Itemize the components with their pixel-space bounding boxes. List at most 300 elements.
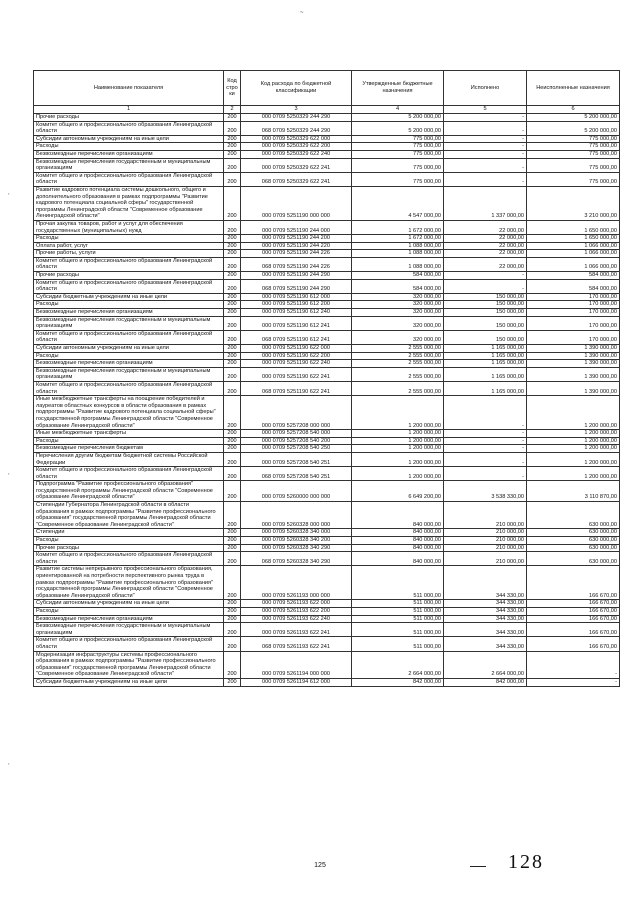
row-approved: 511 000,00 bbox=[352, 566, 444, 600]
row-approved: 320 000,00 bbox=[352, 330, 444, 344]
row-budget-code: 000 0709 5261194 000 000 bbox=[241, 651, 352, 678]
row-line-code: 200 bbox=[224, 678, 241, 686]
row-approved: 1 200 000,00 bbox=[352, 430, 444, 438]
header-indicator-name: Наименование показателя bbox=[34, 71, 224, 106]
row-budget-code: 000 0709 5251190 244 000 bbox=[241, 220, 352, 234]
row-line-code: 200 bbox=[224, 135, 241, 143]
row-indicator-name: Прочие расходы bbox=[34, 544, 224, 552]
row-unexecuted: 5 200 000,00 bbox=[527, 121, 620, 135]
row-unexecuted: 1 200 000,00 bbox=[527, 467, 620, 481]
row-line-code: 200 bbox=[224, 121, 241, 135]
row-approved: 842 000,00 bbox=[352, 678, 444, 686]
row-indicator-name: Субсидии бюджетным учреждениям на иные цели bbox=[34, 293, 224, 301]
row-line-code: 200 bbox=[224, 615, 241, 623]
row-budget-code: 068 0709 5250329 244 290 bbox=[241, 121, 352, 135]
column-index: 6 bbox=[527, 106, 620, 114]
row-line-code: 200 bbox=[224, 437, 241, 445]
row-budget-code: 068 0709 5251190 244 290 bbox=[241, 279, 352, 293]
row-unexecuted: 1 066 000,00 bbox=[527, 242, 620, 250]
table-row bbox=[34, 250, 620, 258]
stamp-dash bbox=[470, 866, 486, 867]
row-executed: - bbox=[444, 279, 527, 293]
row-line-code: 200 bbox=[224, 396, 241, 430]
row-unexecuted: 630 000,00 bbox=[527, 544, 620, 552]
row-executed: 22 000,00 bbox=[444, 257, 527, 271]
row-unexecuted: - bbox=[527, 651, 620, 678]
table-row bbox=[34, 135, 620, 143]
table-row bbox=[34, 678, 620, 686]
row-unexecuted: 166 670,00 bbox=[527, 600, 620, 608]
row-unexecuted: 1 390 000,00 bbox=[527, 381, 620, 395]
row-approved: 320 000,00 bbox=[352, 316, 444, 330]
row-indicator-name: Оплата работ, услуг bbox=[34, 242, 224, 250]
row-approved: 775 000,00 bbox=[352, 172, 444, 186]
row-indicator-name: Комитет общего и профессионального образования Ленинградской области bbox=[34, 330, 224, 344]
row-executed: 210 000,00 bbox=[444, 537, 527, 545]
table-row bbox=[34, 235, 620, 243]
column-index: 5 bbox=[444, 106, 527, 114]
row-indicator-name: Безвозмездные перечисления государственным и муниципальным организациям bbox=[34, 623, 224, 637]
row-approved: 511 000,00 bbox=[352, 623, 444, 637]
row-budget-code: 000 0709 5257208 540 200 bbox=[241, 437, 352, 445]
row-line-code: 200 bbox=[224, 309, 241, 317]
row-unexecuted: 1 390 000,00 bbox=[527, 367, 620, 381]
row-unexecuted: 170 000,00 bbox=[527, 309, 620, 317]
row-budget-code: 000 0709 5250329 622 240 bbox=[241, 150, 352, 158]
row-approved: 840 000,00 bbox=[352, 502, 444, 529]
row-line-code: 200 bbox=[224, 301, 241, 309]
row-approved: 320 000,00 bbox=[352, 301, 444, 309]
row-line-code: 200 bbox=[224, 537, 241, 545]
row-line-code: 200 bbox=[224, 272, 241, 280]
row-line-code: 200 bbox=[224, 452, 241, 466]
row-line-code: 200 bbox=[224, 651, 241, 678]
row-approved: 775 000,00 bbox=[352, 150, 444, 158]
row-budget-code: 000 0709 5261193 622 240 bbox=[241, 615, 352, 623]
table-row bbox=[34, 114, 620, 122]
table-row bbox=[34, 430, 620, 438]
row-executed: 344 330,00 bbox=[444, 607, 527, 615]
row-executed: - bbox=[444, 135, 527, 143]
row-budget-code: 000 0709 5250329 622 241 bbox=[241, 158, 352, 172]
table-row bbox=[34, 623, 620, 637]
row-approved: 320 000,00 bbox=[352, 293, 444, 301]
row-unexecuted: 1 200 000,00 bbox=[527, 437, 620, 445]
row-budget-code: 068 0709 5250329 622 241 bbox=[241, 172, 352, 186]
row-indicator-name: Расходы bbox=[34, 607, 224, 615]
row-executed: - bbox=[444, 437, 527, 445]
row-indicator-name: Перечисления другим бюджетам бюджетной системы Российской Федерации bbox=[34, 452, 224, 466]
row-executed: 1 165 000,00 bbox=[444, 352, 527, 360]
row-approved: 1 200 000,00 bbox=[352, 452, 444, 466]
table-row bbox=[34, 381, 620, 395]
row-budget-code: 000 0709 5251190 612 241 bbox=[241, 316, 352, 330]
table-header-row bbox=[34, 71, 620, 106]
row-budget-code: 000 0709 5260328 340 000 bbox=[241, 529, 352, 537]
row-budget-code: 000 0709 5251190 612 200 bbox=[241, 301, 352, 309]
row-line-code: 200 bbox=[224, 360, 241, 368]
table-row bbox=[34, 537, 620, 545]
row-unexecuted: 584 000,00 bbox=[527, 279, 620, 293]
row-approved: 2 555 000,00 bbox=[352, 367, 444, 381]
row-budget-code: 068 0709 5261193 622 241 bbox=[241, 637, 352, 651]
row-approved: 2 555 000,00 bbox=[352, 345, 444, 353]
row-line-code: 200 bbox=[224, 502, 241, 529]
row-approved: 6 649 200,00 bbox=[352, 481, 444, 502]
row-indicator-name: Безвозмездные перечисления организациям bbox=[34, 150, 224, 158]
column-index: 4 bbox=[352, 106, 444, 114]
row-approved: 840 000,00 bbox=[352, 529, 444, 537]
header-approved: Утвержденные бюджетные назначения bbox=[352, 71, 444, 106]
row-line-code: 200 bbox=[224, 279, 241, 293]
row-line-code: 200 bbox=[224, 467, 241, 481]
row-budget-code: 000 0709 5251190 244 290 bbox=[241, 272, 352, 280]
table-row bbox=[34, 330, 620, 344]
row-indicator-name: Субсидии автономным учреждениям на иные цели bbox=[34, 600, 224, 608]
table-row bbox=[34, 272, 620, 280]
table-row bbox=[34, 360, 620, 368]
row-indicator-name: Расходы bbox=[34, 143, 224, 151]
row-indicator-name: Безвозмездные перечисления государственным и муниципальным организациям bbox=[34, 367, 224, 381]
row-unexecuted: 630 000,00 bbox=[527, 537, 620, 545]
row-unexecuted: 166 670,00 bbox=[527, 607, 620, 615]
row-executed: 150 000,00 bbox=[444, 293, 527, 301]
table-row bbox=[34, 293, 620, 301]
row-executed: 344 330,00 bbox=[444, 566, 527, 600]
row-unexecuted: 1 200 000,00 bbox=[527, 430, 620, 438]
column-index: 1 bbox=[34, 106, 224, 114]
row-executed: 3 538 330,00 bbox=[444, 481, 527, 502]
row-unexecuted: 166 670,00 bbox=[527, 623, 620, 637]
row-budget-code: 000 0709 5257208 540 250 bbox=[241, 445, 352, 453]
row-indicator-name: Прочие расходы bbox=[34, 272, 224, 280]
row-line-code: 200 bbox=[224, 637, 241, 651]
table-row bbox=[34, 309, 620, 317]
row-executed: - bbox=[444, 143, 527, 151]
row-line-code: 200 bbox=[224, 293, 241, 301]
row-line-code: 200 bbox=[224, 150, 241, 158]
row-executed: 344 330,00 bbox=[444, 615, 527, 623]
row-executed: 2 664 000,00 bbox=[444, 651, 527, 678]
row-approved: 2 555 000,00 bbox=[352, 360, 444, 368]
table-row bbox=[34, 301, 620, 309]
row-approved: 840 000,00 bbox=[352, 552, 444, 566]
row-indicator-name: Комитет общего и профессионального образования Ленинградской области bbox=[34, 467, 224, 481]
row-indicator-name: Расходы bbox=[34, 437, 224, 445]
row-indicator-name: Стипендии bbox=[34, 529, 224, 537]
row-executed: - bbox=[444, 445, 527, 453]
handwritten-page-stamp: 128 bbox=[508, 851, 544, 873]
row-indicator-name: Расходы bbox=[34, 352, 224, 360]
row-line-code: 200 bbox=[224, 552, 241, 566]
row-unexecuted: 1 066 000,00 bbox=[527, 250, 620, 258]
row-budget-code: 000 0709 5257208 000 000 bbox=[241, 396, 352, 430]
row-unexecuted: 1 200 000,00 bbox=[527, 445, 620, 453]
row-executed: - bbox=[444, 396, 527, 430]
row-approved: 1 672 000,00 bbox=[352, 220, 444, 234]
row-approved: 840 000,00 bbox=[352, 537, 444, 545]
row-line-code: 200 bbox=[224, 481, 241, 502]
row-executed: 344 330,00 bbox=[444, 637, 527, 651]
row-indicator-name: Подпрограмма "Развитие профессионального образования" государственной программы Ленинградской области "Современное образование Ленинградской области" bbox=[34, 481, 224, 502]
column-index: 3 bbox=[241, 106, 352, 114]
row-unexecuted: 775 000,00 bbox=[527, 150, 620, 158]
row-executed: 210 000,00 bbox=[444, 529, 527, 537]
row-line-code: 200 bbox=[224, 330, 241, 344]
table-row bbox=[34, 637, 620, 651]
row-executed: 150 000,00 bbox=[444, 309, 527, 317]
header-budget-code: Код расхода по бюджетной классификации bbox=[241, 71, 352, 106]
table-row bbox=[34, 220, 620, 234]
row-unexecuted: 166 670,00 bbox=[527, 566, 620, 600]
row-approved: 320 000,00 bbox=[352, 309, 444, 317]
row-approved: 1 088 000,00 bbox=[352, 250, 444, 258]
row-budget-code: 000 0709 5261193 622 000 bbox=[241, 600, 352, 608]
row-budget-code: 068 0709 5251190 612 241 bbox=[241, 330, 352, 344]
table-row bbox=[34, 600, 620, 608]
row-line-code: 200 bbox=[224, 143, 241, 151]
row-indicator-name: Субсидии бюджетным учреждениям на иные цели bbox=[34, 678, 224, 686]
row-line-code: 200 bbox=[224, 235, 241, 243]
table-row bbox=[34, 367, 620, 381]
row-executed: - bbox=[444, 158, 527, 172]
row-approved: 584 000,00 bbox=[352, 272, 444, 280]
row-unexecuted: - bbox=[527, 678, 620, 686]
row-unexecuted: 170 000,00 bbox=[527, 301, 620, 309]
row-line-code: 200 bbox=[224, 250, 241, 258]
row-budget-code: 068 0709 5251190 622 241 bbox=[241, 381, 352, 395]
row-line-code: 200 bbox=[224, 544, 241, 552]
row-executed: - bbox=[444, 430, 527, 438]
row-executed: 210 000,00 bbox=[444, 552, 527, 566]
row-unexecuted: 775 000,00 bbox=[527, 135, 620, 143]
row-unexecuted: 170 000,00 bbox=[527, 330, 620, 344]
row-executed: 210 000,00 bbox=[444, 502, 527, 529]
row-unexecuted: 775 000,00 bbox=[527, 143, 620, 151]
table-row bbox=[34, 481, 620, 502]
row-executed: 150 000,00 bbox=[444, 301, 527, 309]
row-executed: - bbox=[444, 121, 527, 135]
row-indicator-name: Безвозмездные перечисления государственным и муниципальным организациям bbox=[34, 316, 224, 330]
table-row bbox=[34, 544, 620, 552]
row-approved: 5 200 000,00 bbox=[352, 114, 444, 122]
table-row bbox=[34, 396, 620, 430]
row-line-code: 200 bbox=[224, 367, 241, 381]
row-approved: 775 000,00 bbox=[352, 135, 444, 143]
row-budget-code: 000 0709 5251190 000 000 bbox=[241, 186, 352, 220]
row-executed: - bbox=[444, 172, 527, 186]
row-line-code: 200 bbox=[224, 345, 241, 353]
row-budget-code: 068 0709 5257208 540 251 bbox=[241, 467, 352, 481]
row-unexecuted: 1 066 000,00 bbox=[527, 257, 620, 271]
row-executed: - bbox=[444, 114, 527, 122]
row-approved: 1 200 000,00 bbox=[352, 445, 444, 453]
row-approved: 775 000,00 bbox=[352, 143, 444, 151]
row-budget-code: 000 0709 5251190 244 226 bbox=[241, 250, 352, 258]
row-approved: 1 088 000,00 bbox=[352, 242, 444, 250]
row-line-code: 200 bbox=[224, 529, 241, 537]
row-line-code: 200 bbox=[224, 316, 241, 330]
row-budget-code: 000 0709 5251190 612 240 bbox=[241, 309, 352, 317]
budget-execution-table-page bbox=[33, 70, 619, 687]
row-indicator-name: Иные межбюджетные трансферты на поощрение победителей и лауреатов областных конкурсов в области образования в рамках подпрограммы "Развитие кадрового потенциала социальной сферы" государственной программы Ленинградской области "Современное образование Ленинградской области" bbox=[34, 396, 224, 430]
scan-artifact-left: , bbox=[8, 190, 10, 196]
table-row bbox=[34, 467, 620, 481]
row-executed: 22 000,00 bbox=[444, 220, 527, 234]
page-number: 125 bbox=[314, 862, 326, 869]
row-budget-code: 000 0709 5251190 622 240 bbox=[241, 360, 352, 368]
row-executed: 1 165 000,00 bbox=[444, 360, 527, 368]
row-indicator-name: Прочая закупка товаров, работ и услуг для обеспечения государственных (муниципальных) нужд bbox=[34, 220, 224, 234]
row-executed: 22 000,00 bbox=[444, 250, 527, 258]
row-approved: 2 555 000,00 bbox=[352, 381, 444, 395]
row-unexecuted: 630 000,00 bbox=[527, 552, 620, 566]
row-indicator-name: Расходы bbox=[34, 235, 224, 243]
row-budget-code: 000 0709 5260000 000 000 bbox=[241, 481, 352, 502]
row-unexecuted: 3 110 870,00 bbox=[527, 481, 620, 502]
row-line-code: 200 bbox=[224, 257, 241, 271]
row-approved: 511 000,00 bbox=[352, 600, 444, 608]
row-budget-code: 000 0709 5261193 622 241 bbox=[241, 623, 352, 637]
row-executed: 344 330,00 bbox=[444, 623, 527, 637]
row-indicator-name: Субсидии автономным учреждениям на иные цели bbox=[34, 135, 224, 143]
row-budget-code: 000 0709 5251190 622 000 bbox=[241, 345, 352, 353]
row-unexecuted: 3 210 000,00 bbox=[527, 186, 620, 220]
row-budget-code: 000 0709 5250329 622 200 bbox=[241, 143, 352, 151]
row-indicator-name: Комитет общего и профессионального образования Ленинградской области bbox=[34, 279, 224, 293]
row-indicator-name: Безвозмездные перечисления организациям bbox=[34, 309, 224, 317]
row-approved: 775 000,00 bbox=[352, 158, 444, 172]
row-executed: - bbox=[444, 467, 527, 481]
row-indicator-name: Расходы bbox=[34, 301, 224, 309]
row-unexecuted: 170 000,00 bbox=[527, 316, 620, 330]
row-approved: 5 200 000,00 bbox=[352, 121, 444, 135]
row-budget-code: 000 0709 5257208 540 000 bbox=[241, 430, 352, 438]
row-executed: 1 165 000,00 bbox=[444, 381, 527, 395]
row-executed: 344 330,00 bbox=[444, 600, 527, 608]
row-indicator-name: Субсидии автономным учреждениям на иные цели bbox=[34, 345, 224, 353]
row-indicator-name: Безвозмездные перечисления организациям bbox=[34, 615, 224, 623]
scan-artifact-left: , bbox=[8, 760, 10, 766]
row-indicator-name: Комитет общего и профессионального образования Ленинградской области bbox=[34, 381, 224, 395]
table-row bbox=[34, 158, 620, 172]
row-line-code: 200 bbox=[224, 186, 241, 220]
row-budget-code: 068 0709 5260328 340 290 bbox=[241, 552, 352, 566]
row-executed: 150 000,00 bbox=[444, 330, 527, 344]
row-indicator-name: Прочие работы, услуги bbox=[34, 250, 224, 258]
row-budget-code: 000 0709 5260328 340 200 bbox=[241, 537, 352, 545]
row-unexecuted: 1 200 000,00 bbox=[527, 452, 620, 466]
row-executed: 150 000,00 bbox=[444, 316, 527, 330]
table-row bbox=[34, 552, 620, 566]
row-budget-code: 000 0709 5251190 622 241 bbox=[241, 367, 352, 381]
row-indicator-name: Безвозмездные перечисления организациям bbox=[34, 360, 224, 368]
column-index-row bbox=[34, 106, 620, 114]
row-line-code: 200 bbox=[224, 600, 241, 608]
row-unexecuted: 630 000,00 bbox=[527, 529, 620, 537]
row-approved: 4 547 000,00 bbox=[352, 186, 444, 220]
row-unexecuted: 166 670,00 bbox=[527, 637, 620, 651]
table-row bbox=[34, 352, 620, 360]
row-budget-code: 000 0709 5251190 244 200 bbox=[241, 235, 352, 243]
row-indicator-name: Прочие расходы bbox=[34, 114, 224, 122]
row-unexecuted: 5 200 000,00 bbox=[527, 114, 620, 122]
budget-table bbox=[33, 70, 620, 687]
row-unexecuted: 1 390 000,00 bbox=[527, 352, 620, 360]
scan-artifact-left: , bbox=[8, 470, 10, 476]
table-row bbox=[34, 566, 620, 600]
table-row bbox=[34, 172, 620, 186]
row-line-code: 200 bbox=[224, 445, 241, 453]
row-unexecuted: 166 670,00 bbox=[527, 615, 620, 623]
row-executed: 1 165 000,00 bbox=[444, 345, 527, 353]
table-row bbox=[34, 615, 620, 623]
table-row bbox=[34, 257, 620, 271]
row-executed: 210 000,00 bbox=[444, 544, 527, 552]
row-budget-code: 000 0709 5250329 244 290 bbox=[241, 114, 352, 122]
row-approved: 1 088 000,00 bbox=[352, 257, 444, 271]
row-indicator-name: Расходы bbox=[34, 537, 224, 545]
row-approved: 1 200 000,00 bbox=[352, 437, 444, 445]
row-indicator-name: Стипендии Губернатора Ленинградской области в области образования в рамках подпрограммы "Развитие профессионального образования" государственной программы Ленинградской области "Современное образование Ленинградской области" bbox=[34, 502, 224, 529]
row-approved: 1 200 000,00 bbox=[352, 467, 444, 481]
row-unexecuted: 1 200 000,00 bbox=[527, 396, 620, 430]
table-row bbox=[34, 121, 620, 135]
table-row bbox=[34, 502, 620, 529]
table-row bbox=[34, 186, 620, 220]
row-executed: 1 337 000,00 bbox=[444, 186, 527, 220]
table-row bbox=[34, 143, 620, 151]
header-executed: Исполнено bbox=[444, 71, 527, 106]
row-budget-code: 000 0709 5260328 000 000 bbox=[241, 502, 352, 529]
scan-artifact-top: ~ bbox=[300, 10, 304, 16]
column-index: 2 bbox=[224, 106, 241, 114]
row-indicator-name: Модернизация инфраструктуры системы профессионального образования в рамках подпрограммы "Развитие профессионального образования" государственной программы Ленинградской области "Современное образование Ленинградской области" bbox=[34, 651, 224, 678]
table-row bbox=[34, 452, 620, 466]
row-indicator-name: Развитие системы непрерывного профессионального образования, ориентированной на потребности перспективного рынка труда в рамках подпрограммы "Развитие профессионального образования" государственной программы Ленинградской области "Современное образование Ленинградской области" bbox=[34, 566, 224, 600]
table-row bbox=[34, 345, 620, 353]
row-line-code: 200 bbox=[224, 352, 241, 360]
row-executed: - bbox=[444, 452, 527, 466]
row-approved: 511 000,00 bbox=[352, 607, 444, 615]
row-indicator-name: Комитет общего и профессионального образования Ленинградской области bbox=[34, 172, 224, 186]
row-unexecuted: 1 390 000,00 bbox=[527, 360, 620, 368]
row-line-code: 200 bbox=[224, 172, 241, 186]
row-line-code: 200 bbox=[224, 242, 241, 250]
row-line-code: 200 bbox=[224, 607, 241, 615]
row-executed: - bbox=[444, 272, 527, 280]
row-budget-code: 000 0709 5257208 540 251 bbox=[241, 452, 352, 466]
row-budget-code: 000 0709 5260328 340 290 bbox=[241, 544, 352, 552]
row-line-code: 200 bbox=[224, 114, 241, 122]
table-row bbox=[34, 445, 620, 453]
row-line-code: 200 bbox=[224, 430, 241, 438]
table-row bbox=[34, 150, 620, 158]
row-indicator-name: Комитет общего и профессионального образования Ленинградской области bbox=[34, 552, 224, 566]
row-budget-code: 000 0709 5251190 612 000 bbox=[241, 293, 352, 301]
row-executed: - bbox=[444, 150, 527, 158]
row-approved: 2 664 000,00 bbox=[352, 651, 444, 678]
table-row bbox=[34, 607, 620, 615]
row-budget-code: 000 0709 5250329 622 000 bbox=[241, 135, 352, 143]
row-budget-code: 068 0709 5251190 244 226 bbox=[241, 257, 352, 271]
row-indicator-name: Безвозмездные перечисления бюджетам bbox=[34, 445, 224, 453]
table-row bbox=[34, 529, 620, 537]
row-budget-code: 000 0709 5251190 622 200 bbox=[241, 352, 352, 360]
table-row bbox=[34, 437, 620, 445]
row-indicator-name: Комитет общего и профессионального образования Ленинградской области bbox=[34, 257, 224, 271]
row-approved: 2 555 000,00 bbox=[352, 352, 444, 360]
